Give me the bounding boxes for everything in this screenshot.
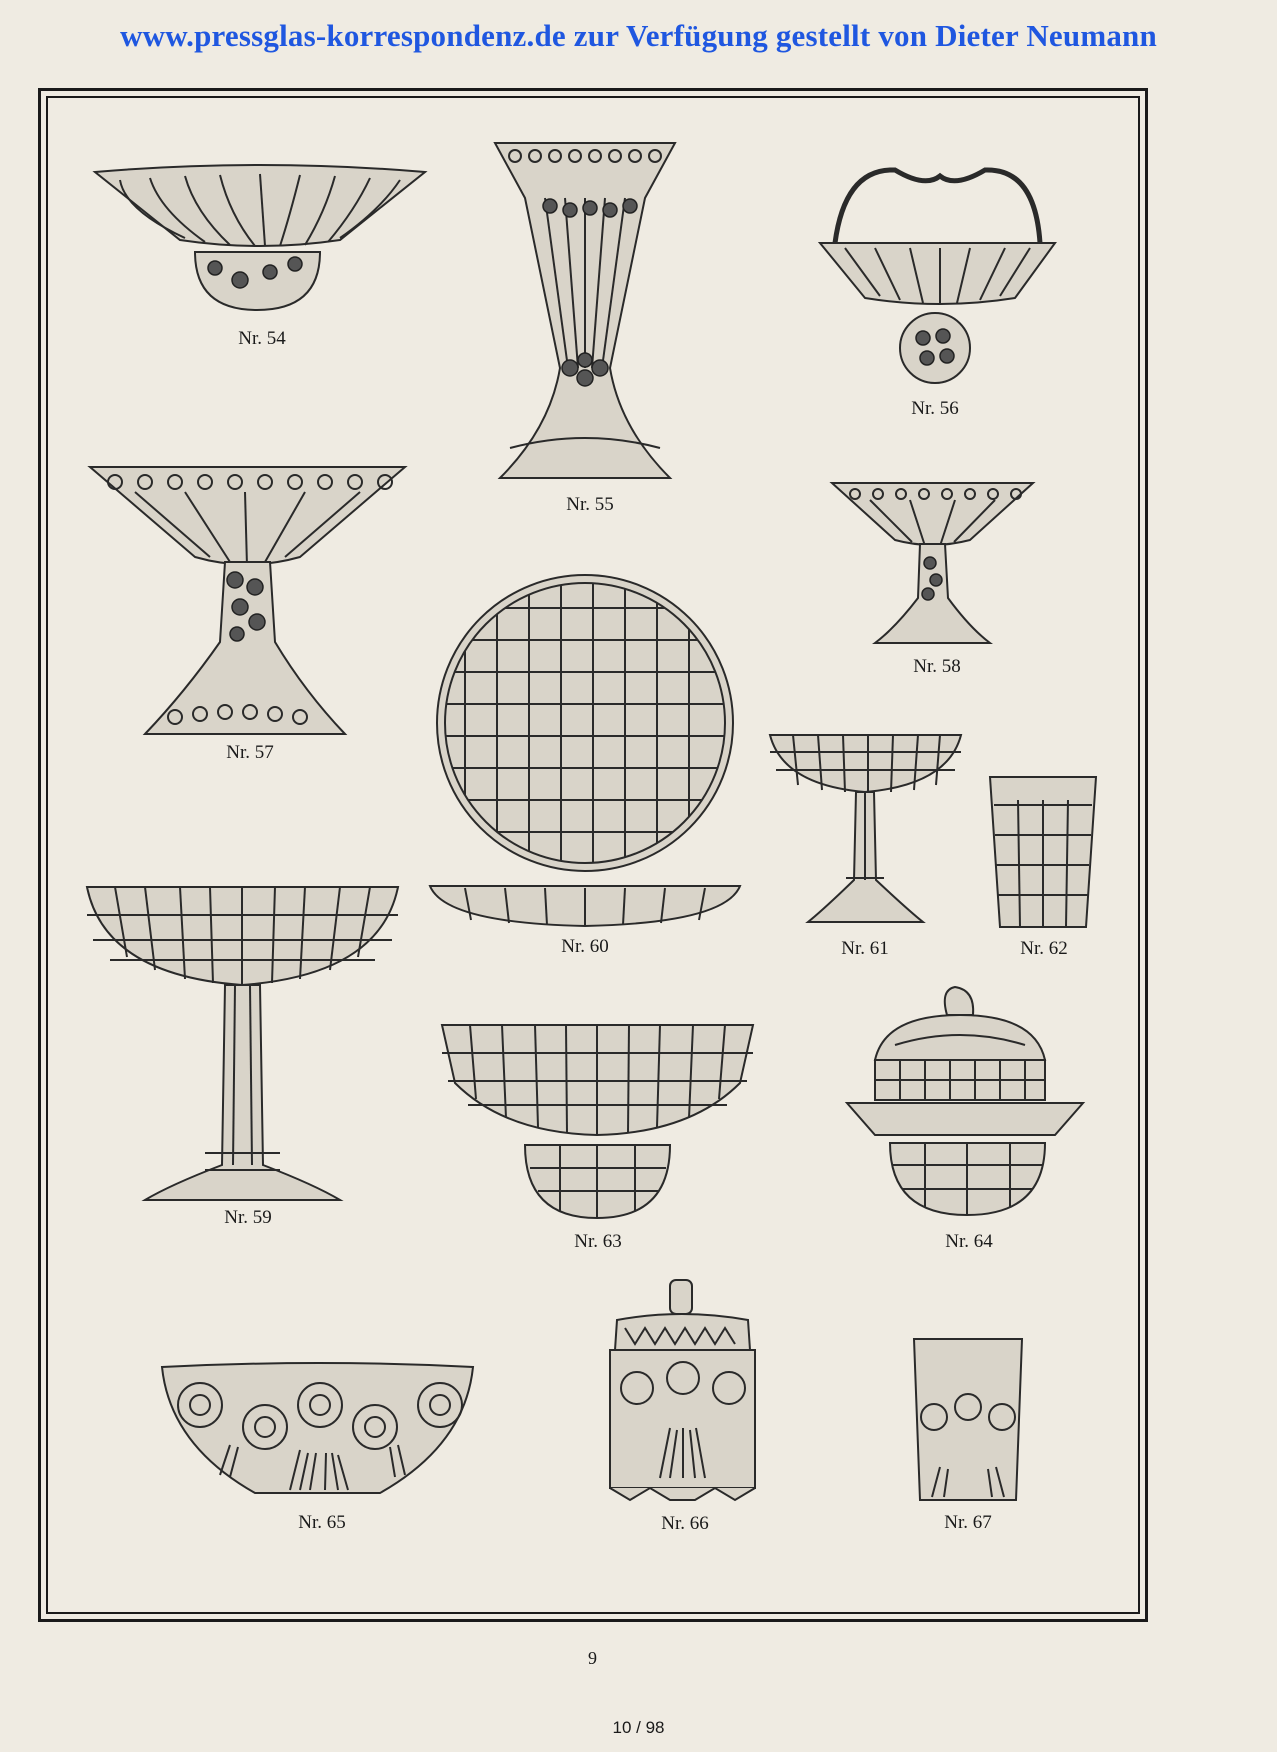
item-label: Nr. 67 [944,1512,992,1533]
item-label: Nr. 66 [661,1513,709,1534]
plate-drawing [425,568,745,928]
item-label: Nr. 60 [561,936,609,957]
covered-box-drawing [605,1278,760,1503]
page-counter: 10 / 98 [612,1718,665,1737]
page-number: 9 [588,1648,597,1668]
glass-illustration-nr60 [425,568,745,960]
vase-drawing [490,138,680,488]
stemmed-bowl-drawing [768,730,963,930]
glass-illustration-nr59 [85,885,400,1235]
grid-bowl-drawing [440,1023,755,1223]
item-label: Nr. 61 [841,938,889,959]
item-label: Nr. 54 [238,328,286,349]
item-label: Nr. 57 [226,742,274,763]
glass-illustration-nr55 [490,138,680,528]
tumbler-drawing [988,775,1098,930]
item-label: Nr. 63 [574,1231,622,1252]
source-header: www.pressglas-korrespondenz.de zur Verfügung gestellt von Dieter Neumann [120,18,1157,53]
item-label: Nr. 62 [1020,938,1068,959]
glass-illustration-nr67 [912,1337,1024,1533]
glass-illustration-nr64 [845,985,1085,1253]
item-label: Nr. 56 [911,398,959,419]
circle-tumbler-drawing [912,1337,1024,1502]
glass-illustration-nr56 [815,158,1065,428]
item-label: Nr. 58 [913,656,961,677]
glass-illustration-nr63 [440,1023,755,1253]
small-compote-drawing [830,478,1035,648]
glass-illustration-nr57 [85,462,410,772]
glass-illustration-nr61 [768,730,963,960]
glass-illustration-nr54 [90,160,430,349]
large-stemmed-bowl-drawing [85,885,400,1203]
compote-drawing [85,462,410,737]
glass-illustration-nr66 [605,1278,760,1533]
item-label: Nr. 59 [224,1207,272,1228]
bowl-drawing [90,160,430,320]
item-label: Nr. 55 [566,494,614,515]
covered-dish-drawing [845,985,1085,1220]
glass-illustration-nr62 [988,775,1098,960]
item-label: Nr. 65 [298,1512,346,1533]
basket-drawing [815,158,1065,388]
circle-pattern-bowl-drawing [160,1365,475,1500]
glass-illustration-nr58 [830,478,1035,683]
glass-illustration-nr65 [160,1365,475,1535]
item-label: Nr. 64 [945,1231,993,1252]
